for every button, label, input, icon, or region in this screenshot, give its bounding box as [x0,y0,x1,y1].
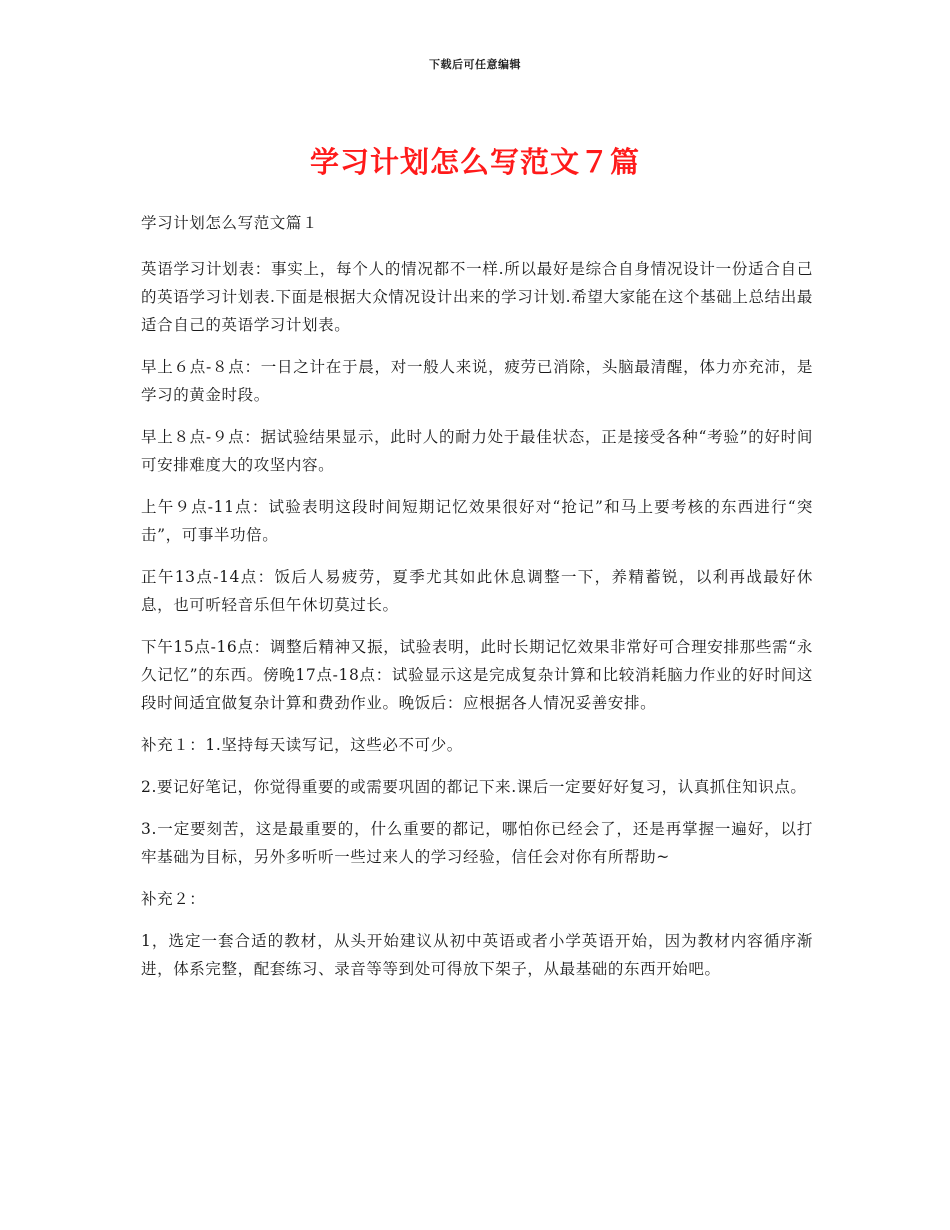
document-body [141,209,813,997]
paragraph-supplement-2: 补充２： [141,890,206,908]
paragraph-diligence: 3.一定要刻苦，这是最重要的，什么重要的都记，哪怕你已经会了，还是再掌握一遍好，以打牢基础为目标，另外多听听一些过来人的学习经验，信任会对你有所帮助~ [141,820,813,866]
section-heading: 学习计划怎么写范文篇１ [141,214,319,232]
paragraph-afternoon: 下午15点-16点：调整后精神又振，试验表明，此时长期记忆效果非常好可合理安排那些需“永久记忆”的东西。傍晚17点-18点：试验显示这是完成复杂计算和比较消耗脑力作业的好时间这段时间适宜做复杂计算和费劲作业。晚饭后：应根据各人情况妥善安排。 [141,638,813,712]
document-title: 学习计划怎么写范文７篇 [309,145,640,179]
paragraph-8-9am: 早上８点-９点：据试验结果显示，此时人的耐力处于最佳状态，正是接受各种“考验”的好时间可安排难度大的攻坚内容。 [141,428,813,474]
paragraph-noon: 正午13点-14点：饭后人易疲劳，夏季尤其如此休息调整一下，养精蓄锐，以利再战最好休息，也可听轻音乐但午休切莫过长。 [141,568,813,614]
paragraph-textbook: 1，选定一套合适的教材，从头开始建议从初中英语或者小学英语开始，因为教材内容循序渐进，体系完整，配套练习、录音等等到处可得放下架子，从最基础的东西开始吧。 [141,932,813,978]
paragraph-intro: 英语学习计划表：事实上，每个人的情况都不一样.所以最好是综合自身情况设计一份适合自己的英语学习计划表.下面是根据大众情况设计出来的学习计划.希望大家能在这个基础上总结出最适合自己的英语学习计划表。 [141,260,813,334]
paragraph-notes: 2.要记好笔记，你觉得重要的或需要巩固的都记下来.课后一定要好好复习，认真抓住知识点。 [141,778,807,796]
paragraph-supplement-1: 补充１：1.坚持每天读写记，这些必不可少。 [141,736,463,754]
header-note: 下载后可任意编辑 [429,58,521,71]
paragraph-9-11am: 上午９点-11点：试验表明这段时间短期记忆效果很好对“抢记”和马上要考核的东西进行“突击”，可事半功倍。 [141,498,813,544]
paragraph-6-8am: 早上６点-８点：一日之计在于晨，对一般人来说，疲劳已消除，头脑最清醒，体力亦充沛，是学习的黄金时段。 [141,358,813,404]
